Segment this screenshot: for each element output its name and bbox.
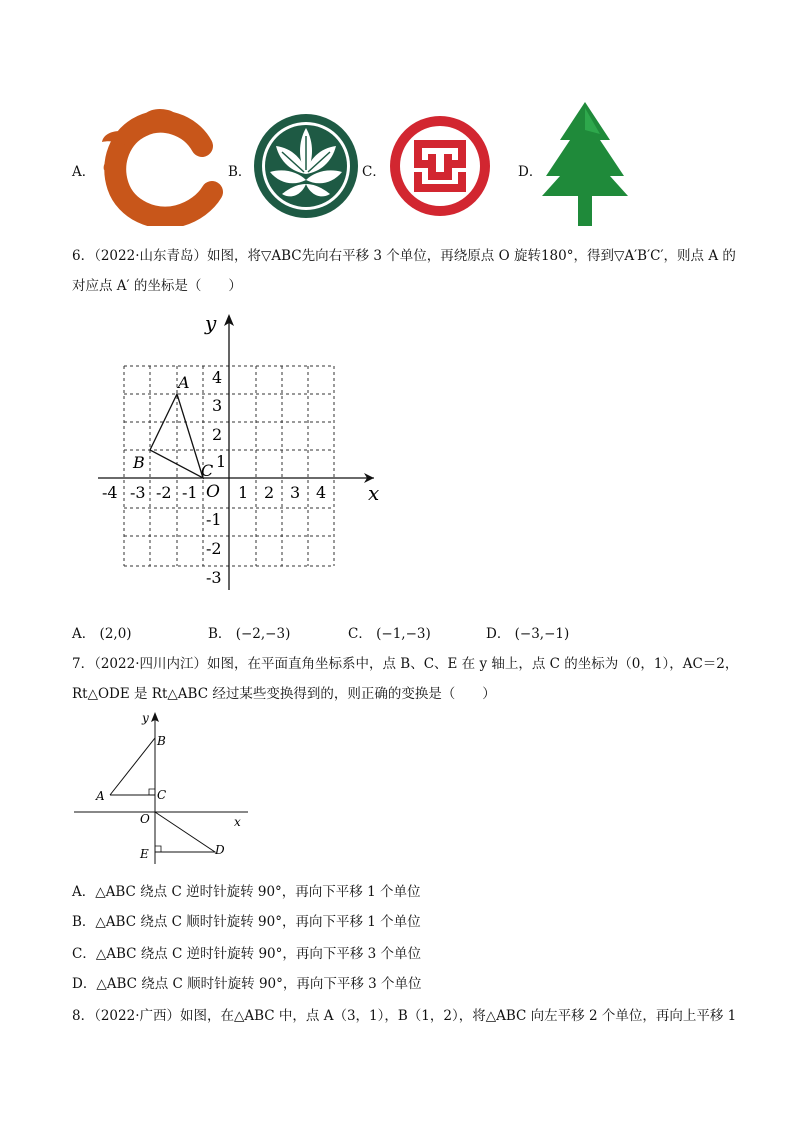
- q6-option-d-value: (−3,−1): [514, 626, 570, 642]
- q6-x-tick: -2: [156, 483, 172, 502]
- q6-x-tick: -1: [182, 483, 198, 502]
- q6-option-b-label: B．: [208, 626, 232, 642]
- q7-right-angle-e: [155, 846, 161, 852]
- q6-y-tick: 1: [216, 452, 227, 471]
- q7-point-b-label: B: [157, 734, 166, 748]
- q7-option-c[interactable]: C．△ABC 绕点 C 逆时针旋转 90°，再向下平移 3 个单位: [72, 946, 422, 962]
- q6-option-c-label: C．: [348, 626, 372, 642]
- q6-x-tick: -4: [102, 483, 118, 502]
- q6-x-tick: 3: [290, 483, 301, 502]
- q6-option-a-label: A．: [72, 626, 96, 642]
- q6-option-d-label: D．: [486, 626, 511, 642]
- q6-x-tick: 4: [316, 483, 327, 502]
- q6-y-tick: -3: [206, 568, 222, 587]
- q5-option-d-label: D．: [518, 164, 543, 180]
- q6-option-b-value: (−2,−3): [235, 626, 291, 642]
- q7-point-a-label: A: [96, 789, 105, 803]
- q6-y-tick: 3: [212, 396, 223, 415]
- q6-point-c-label: C: [201, 461, 214, 480]
- q7-point-c-label: C: [157, 788, 167, 802]
- q6-x-tick: 1: [238, 483, 249, 502]
- q5-option-c-label: C．: [362, 164, 386, 180]
- q6-y-axis-label: y: [205, 311, 217, 335]
- q6-y-tick: -1: [206, 510, 222, 529]
- q6-point-a-label: A: [178, 373, 190, 392]
- q7-right-angle-c: [149, 789, 155, 795]
- q6-point-b-label: B: [133, 453, 145, 472]
- q7-x-axis-label: x: [234, 815, 241, 829]
- q6-x-axis-label: x: [368, 481, 380, 505]
- q6-origin-label: O: [206, 482, 220, 502]
- q7-option-d[interactable]: D．△ABC 绕点 C 顺时针旋转 90°，再向下平移 3 个单位: [72, 976, 422, 992]
- q6-x-tick: -3: [130, 483, 146, 502]
- q6-y-tick: 4: [212, 368, 223, 387]
- q7-question-line2: Rt△ODE 是 Rt△ABC 经过某些变换得到的，则正确的变换是（ ）: [72, 686, 496, 702]
- q6-option-c-value: (−1,−3): [376, 626, 431, 642]
- q7-option-b[interactable]: B．△ABC 绕点 C 顺时针旋转 90°，再向下平移 1 个单位: [72, 914, 421, 930]
- q5-option-b-label: B．: [228, 164, 252, 180]
- q6-y-tick: 2: [212, 425, 223, 444]
- q7-origin-label: O: [140, 812, 150, 826]
- q5-option-a-label: A．: [72, 164, 96, 180]
- q7-question-line1: 7．（2022·四川内江）如图，在平面直角坐标系中，点 B、C、E 在 y 轴上，点 C 的坐标为（0，1），AC＝2，: [72, 656, 739, 672]
- q7-y-axis-label: y: [142, 711, 149, 725]
- q8-question-line1: 8．（2022·广西）如图，在△ABC 中，点 A（3，1），B（1，2），将△ABC 向左平移 2 个单位，再向上平移 1: [72, 1008, 737, 1024]
- q7-option-a[interactable]: A．△ABC 绕点 C 逆时针旋转 90°，再向下平移 1 个单位: [72, 884, 421, 900]
- q7-triangle-ode: [155, 812, 215, 852]
- q7-triangle-abc: [110, 738, 155, 795]
- q7-point-e-label: E: [140, 847, 149, 861]
- q6-y-tick: -2: [206, 539, 222, 558]
- q6-option-a-value: (2,0): [99, 626, 132, 642]
- q6-question-line1: 6．（2022·山东青岛）如图，将▽ABC先向右平移 3 个单位，再绕原点 O 旋转180°，得到▽A′B′C′，则点 A 的: [72, 248, 736, 264]
- q6-x-tick: 2: [264, 483, 275, 502]
- q7-point-d-label: D: [215, 843, 225, 857]
- q6-question-line2: 对应点 A′ 的坐标是（ ）: [72, 278, 242, 294]
